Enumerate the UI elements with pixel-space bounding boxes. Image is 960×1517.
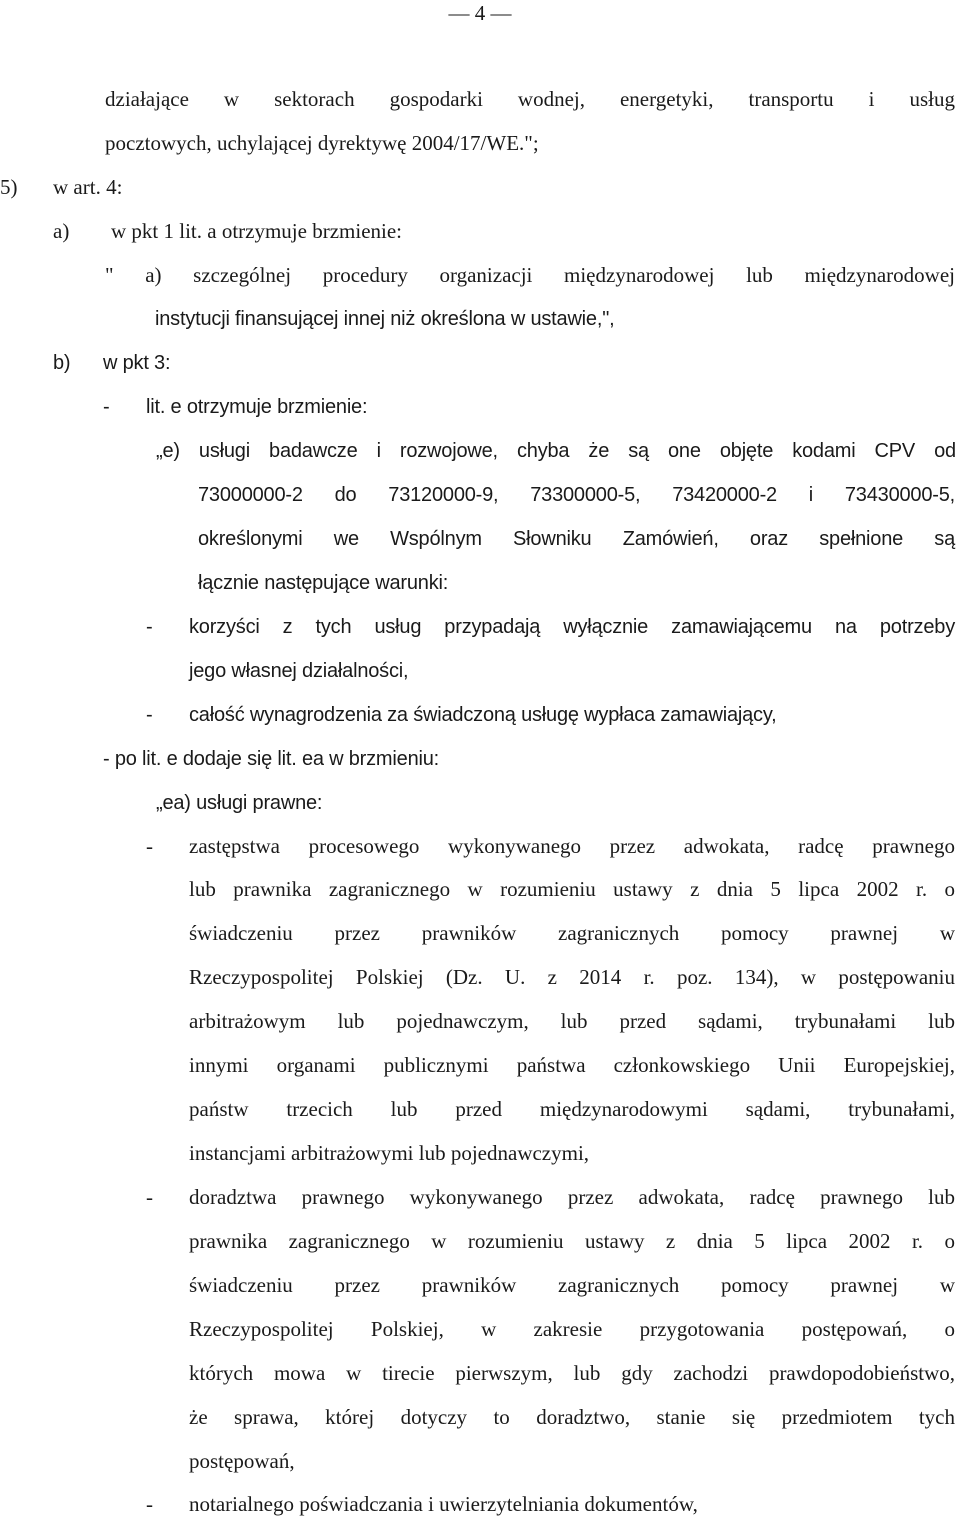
text-line: działające w sektorach gospodarki wodnej, energetyki, transportu i usług <box>105 87 955 111</box>
text-line: arbitrażowym lub pojednawczym, lub przed sądami, trybunałami lub <box>189 1009 955 1033</box>
text-line: notarialnego poświadczania i uwierzytelniania dokumentów, <box>189 1492 698 1516</box>
text-line: postępowań, <box>189 1449 295 1473</box>
text-line: „ea) usługi prawne: <box>156 792 323 814</box>
text-line: całość wynagrodzenia za świadczoną usługę wypłaca zamawiający, <box>189 704 777 726</box>
text-line: " a) szczególnej procedury organizacji międzynarodowej lub międzynarodowej <box>105 263 955 287</box>
text-line: świadczeniu przez prawników zagranicznych pomocy prawnej w <box>189 1273 955 1297</box>
text-line: Rzeczypospolitej Polskiej, w zakresie przygotowania postępowań, o <box>189 1317 955 1341</box>
text-line: których mowa w tirecie pierwszym, lub gdy zachodzi prawdopodobieństwo, <box>189 1361 955 1385</box>
list-marker: b) <box>53 352 71 374</box>
text-line: pocztowych, uchylającej dyrektywę 2004/17/WE."; <box>105 131 539 155</box>
text-line: korzyści z tych usług przypadają wyłącznie zamawiającemu na potrzeby <box>189 616 955 638</box>
page-number: — 4 — <box>448 1 512 25</box>
text-line: w pkt 3: <box>103 352 171 374</box>
text-line: świadczeniu przez prawników zagranicznych pomocy prawnej w <box>189 921 955 945</box>
dash-marker: - <box>146 834 153 858</box>
list-marker: 5) <box>0 175 18 199</box>
text-line: lit. e otrzymuje brzmienie: <box>146 396 368 418</box>
text-line: że sprawa, której dotyczy to doradztwo, stanie się przedmiotem tych <box>189 1405 955 1429</box>
text-line: lub prawnika zagranicznego w rozumieniu ustawy z dnia 5 lipca 2002 r. o <box>189 877 955 901</box>
text-line: jego własnej działalności, <box>189 660 409 682</box>
dash-marker: - <box>146 1492 153 1516</box>
text-line: określonymi we Wspólnym Słowniku Zamówień, oraz spełnione są <box>198 528 955 550</box>
text-line: łącznie następujące warunki: <box>198 572 449 594</box>
text-line: prawnika zagranicznego w rozumieniu ustawy z dnia 5 lipca 2002 r. o <box>189 1229 955 1253</box>
dash-marker: - <box>146 1185 153 1209</box>
text-line: zastępstwa procesowego wykonywanego przez adwokata, radcę prawnego <box>189 834 955 858</box>
text-line: „e) usługi badawcze i rozwojowe, chyba że są one objęte kodami CPV od <box>156 440 956 462</box>
text-line: państw trzecich lub przed międzynarodowymi sądami, trybunałami, <box>189 1097 955 1121</box>
dash-marker: - <box>103 396 110 418</box>
text-line: 73000000-2 do 73120000-9, 73300000-5, 73420000-2 i 73430000-5, <box>198 484 955 506</box>
text-line: doradztwa prawnego wykonywanego przez adwokata, radcę prawnego lub <box>189 1185 955 1209</box>
text-line: - po lit. e dodaje się lit. ea w brzmieniu: <box>103 748 440 770</box>
text-line: w pkt 1 lit. a otrzymuje brzmienie: <box>111 219 403 243</box>
text-line: instytucji finansującej innej niż określona w ustawie,", <box>155 308 615 330</box>
list-marker: a) <box>53 219 70 243</box>
text-line: Rzeczypospolitej Polskiej (Dz. U. z 2014 r. poz. 134), w postępowaniu <box>189 965 955 989</box>
dash-marker: - <box>146 616 153 638</box>
text-line: w art. 4: <box>53 175 123 199</box>
text-line: innymi organami publicznymi państwa członkowskiego Unii Europejskiej, <box>189 1053 955 1077</box>
text-line: instancjami arbitrażowymi lub pojednawczymi, <box>189 1141 590 1165</box>
dash-marker: - <box>146 704 153 726</box>
